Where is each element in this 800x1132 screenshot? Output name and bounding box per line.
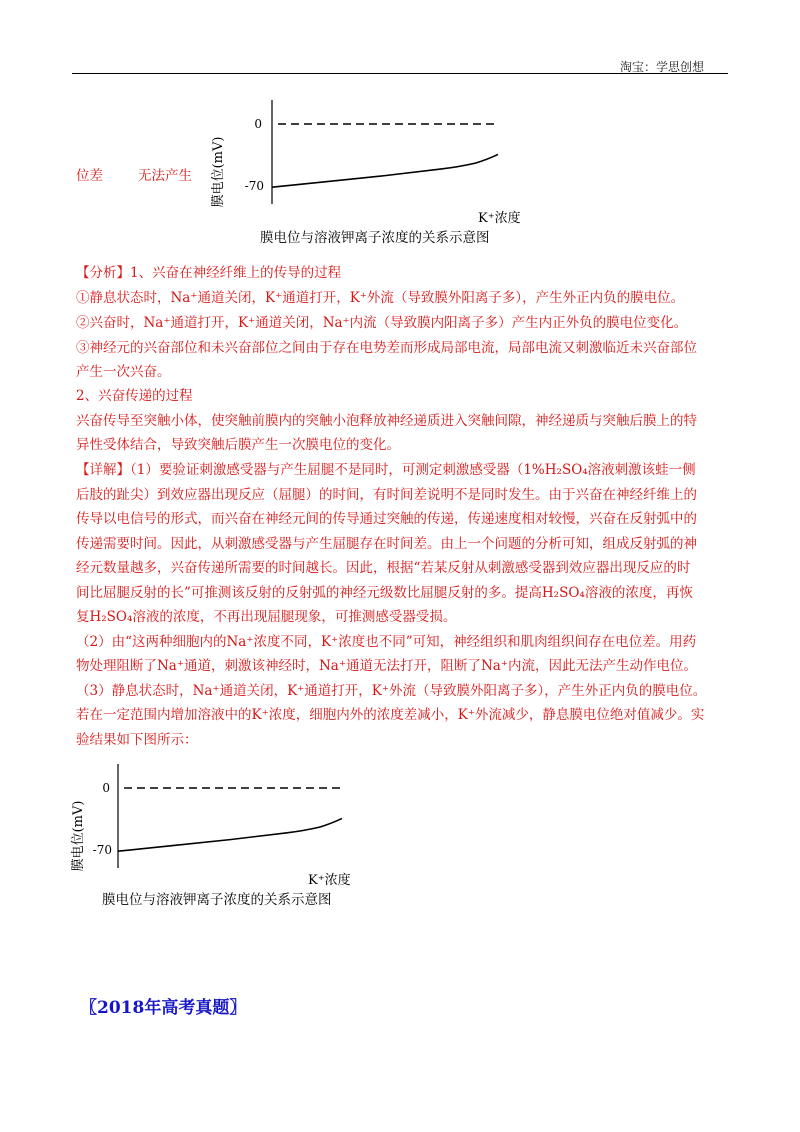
section-title-2018: 〖2018年高考真题〗: [80, 998, 247, 1018]
text-line: 产生一次兴奋。: [76, 364, 171, 380]
chart2-caption: 膜电位与溶液钾离子浓度的关系示意图: [102, 892, 332, 908]
membrane-potential-chart-2: [60, 758, 400, 918]
text-line: 验结果如下图所示：: [76, 732, 198, 748]
chart1-ytick-0: 0: [254, 117, 262, 131]
text-line: 经元数量越多，兴奋传递所需要的时间越长。因此，根据“若某反射从刺激感受器到效应器出现反应的时: [76, 560, 691, 576]
text-line: 后肢的趾尖）到效应器出现反应（屈腿）的时间，有时间差说明不是同时发生。由于兴奋在神经纤维上的: [76, 487, 697, 503]
chart1-ytick-1: -70: [244, 179, 264, 193]
text-line: 【详解】（1）要验证刺激感受器与产生屈腿不是同时，可测定刺激感受器（1%H₂SO₄溶液刺激该蛙一侧: [76, 462, 696, 478]
header-text: 淘宝：学思创想: [620, 60, 705, 74]
chart2-ytick-0: 0: [102, 781, 110, 795]
text-line: 兴奋传导至突触小体，使突触前膜内的突触小泡释放神经递质进入突触间隙，神经递质与突触后膜上的特: [76, 413, 697, 429]
chart2-series-line: [118, 818, 342, 851]
chart1-series-line: [272, 154, 498, 187]
header-divider: [72, 73, 728, 74]
chart1-xlabel: K⁺浓度: [478, 211, 521, 226]
text-line: ③神经元的兴奋部位和未兴奋部位之间由于存在电势差而形成局部电流，局部电流又刺激临近未兴奋部位: [76, 340, 697, 356]
answer-fragment-1: 位差: [76, 168, 103, 184]
text-line: 传导以电信号的形式，而兴奋在神经元间的传导通过突触的传递，传递速度相对较慢，兴奋在反射弧中的: [76, 511, 697, 527]
text-line: 2、兴奋传递的过程: [76, 388, 193, 404]
chart1-ylabel: 膜电位(mV): [211, 136, 226, 208]
membrane-potential-chart-1: [200, 94, 540, 254]
text-line: ①静息状态时，Na⁺通道关闭，K⁺通道打开，K⁺外流（导致膜外阳离子多），产生外正内负的膜电位。: [76, 290, 685, 306]
chart2-ylabel: 膜电位(mV): [71, 800, 86, 872]
chart2-xlabel: K⁺浓度: [308, 873, 351, 888]
answer-fragment-2: 无法产生: [138, 168, 192, 184]
text-line: 物处理阻断了Na⁺通道，刺激该神经时，Na⁺通道无法打开，阻断了Na⁺内流，因此无法产生动作电位。: [76, 658, 697, 674]
chart2-ytick-1: -70: [92, 843, 112, 857]
text-line: 传递需要时间。因此，从刺激感受器与产生屈腿存在时间差。由上一个问题的分析可知，组成反射弧的神: [76, 536, 697, 552]
text-line: 复H₂SO₄溶液的浓度，不再出现屈腿现象，可推测感受器受损。: [76, 609, 457, 625]
chart1-caption: 膜电位与溶液钾离子浓度的关系示意图: [260, 230, 490, 246]
text-line: 间比屈腿反射的长”可推测该反射的反射弧的神经元级数比屈腿反射的多。提高H₂SO₄溶液的浓度，再恢: [76, 585, 693, 601]
text-line: 若在一定范围内增加溶液中的K⁺浓度，细胞内外的浓度差减小，K⁺外流减少，静息膜电位绝对值减少。实: [76, 707, 705, 723]
text-line: 【分析】1、兴奋在神经纤维上的传导的过程: [76, 265, 342, 281]
text-line: 异性受体结合，导致突触后膜产生一次膜电位的变化。: [76, 437, 400, 453]
text-line: ②兴奋时，Na⁺通道打开，K⁺通道关闭，Na⁺内流（导致膜内阳离子多）产生内正外负的膜电位变化。: [76, 315, 688, 331]
text-line: （2）由“这两种细胞内的Na⁺浓度不同，K⁺浓度也不同”可知，神经组织和肌肉组织间存在电位差。用药: [76, 634, 697, 650]
text-line: （3）静息状态时，Na⁺通道关闭，K⁺通道打开，K⁺外流（导致膜外阳离子多），产生外正内负的膜电位。: [76, 683, 707, 699]
